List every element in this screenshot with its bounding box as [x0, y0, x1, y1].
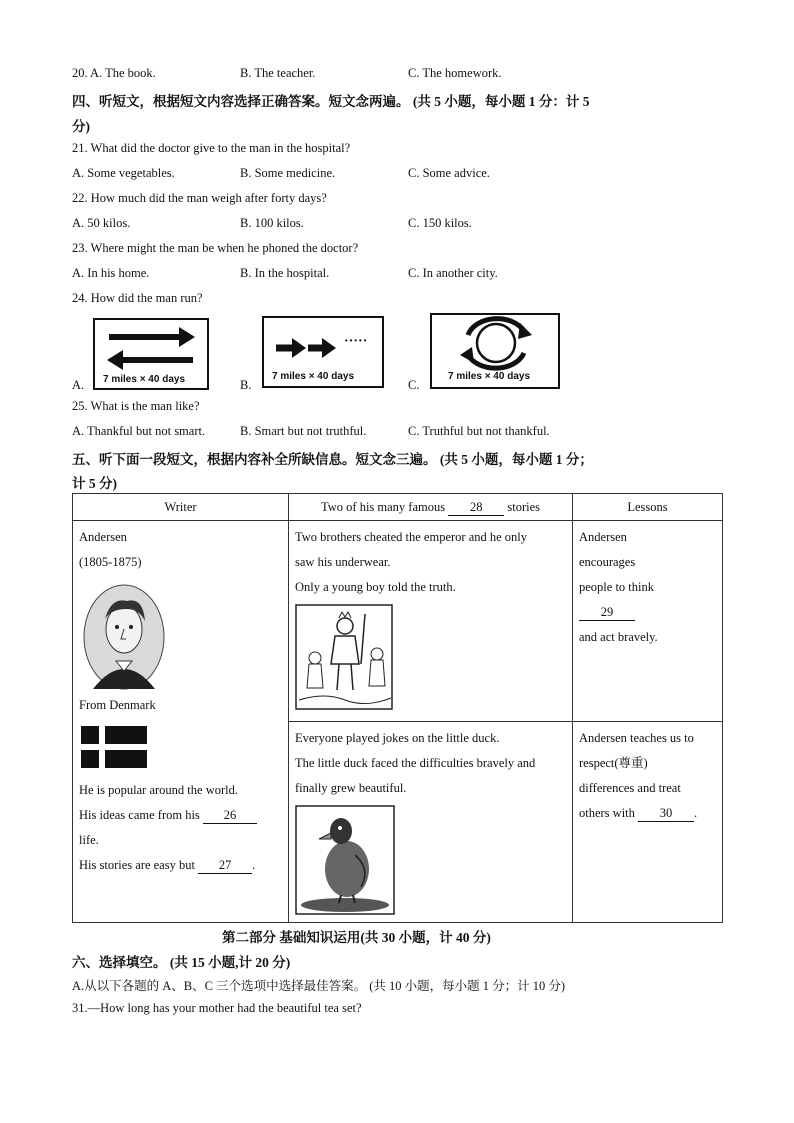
- q22-option-b: B. 100 kilos.: [240, 216, 304, 230]
- writer-easy-text: His stories are easy but: [79, 858, 195, 872]
- two-way-arrows-icon: [95, 322, 207, 372]
- q23-option-a: A. In his home.: [72, 266, 150, 280]
- writer-from: From Denmark: [79, 698, 156, 712]
- writer-cell: [73, 521, 289, 923]
- writer-ideas-cont: life.: [79, 833, 99, 847]
- section4-title: 四、听短文，根据短文内容选择正确答案。短文念两遍。 (共 5 小题，每小题 1 分：计 5: [72, 94, 590, 109]
- lesson2-line1: Andersen teaches us to: [579, 731, 694, 745]
- section5-title: 五、听下面一段短文，根据内容补全所缺信息。短文念三遍。 (共 5 小题，每小题 1 分；: [72, 452, 593, 467]
- blank-29: 29: [579, 604, 635, 621]
- blank-30: 30: [638, 805, 694, 822]
- q24-image-c: [430, 313, 560, 389]
- q21-option-c: C. Some advice.: [408, 166, 490, 180]
- q24-caption-c: 7 miles × 40 days: [448, 371, 531, 382]
- section6-instructions: A.从以下各题的 A、B、C 三个选项中选择最佳答案。 (共 10 小题，每小题 1 分；计 10 分): [72, 979, 566, 993]
- q31-question: 31.—How long has your mother had the beautiful tea set?: [72, 1001, 362, 1015]
- story2-line1: Everyone played jokes on the little duck.: [295, 731, 500, 745]
- q24-image-a: [93, 318, 209, 390]
- section5-title-cont: 计 5 分): [72, 476, 117, 491]
- q21-question: 21. What did the doctor give to the man in the hospital?: [72, 141, 351, 155]
- q24-caption-a: 7 miles × 40 days: [103, 374, 186, 385]
- lesson1-cell: [573, 521, 723, 722]
- lesson2-line4: others with 30 .: [579, 806, 698, 820]
- q22-question: 22. How much did the man weigh after forty days?: [72, 191, 327, 205]
- header-stories-text: Two of his many famous: [321, 500, 446, 514]
- q24-option-c-label: C.: [408, 378, 420, 392]
- q25-option-c: C. Truthful but not thankful.: [408, 424, 550, 438]
- lesson2-line4-text: others with: [579, 806, 635, 820]
- blank-26: 26: [203, 807, 257, 824]
- q22-option-a: A. 50 kilos.: [72, 216, 131, 230]
- duck-picture-icon: [295, 805, 395, 915]
- q20-option-a: 20. A. The book.: [72, 66, 156, 80]
- writer-years: (1805-1875): [79, 555, 142, 569]
- lesson1-line1: Andersen: [579, 530, 627, 544]
- header-stories-suffix: stories: [507, 500, 540, 514]
- q24-caption-b: 7 miles × 40 days: [272, 371, 355, 382]
- lesson2-cell: [573, 722, 723, 923]
- q24-option-b-label: B.: [240, 378, 252, 392]
- writer-popular: He is popular around the world.: [79, 783, 238, 797]
- info-table: [72, 493, 723, 923]
- q21-option-b: B. Some medicine.: [240, 166, 336, 180]
- lesson1-line2: encourages: [579, 555, 636, 569]
- section4-title-cont: 分): [72, 119, 90, 134]
- q23-question: 23. Where might the man be when he phoned the doctor?: [72, 241, 359, 255]
- writer-easy: His stories are easy but 27 .: [79, 858, 256, 872]
- header-writer: Writer: [73, 494, 289, 521]
- writer-ideas-text: His ideas came from his: [79, 808, 200, 822]
- story2-line2: The little duck faced the difficulties bravely and: [295, 756, 536, 770]
- story1-line3: Only a young boy told the truth.: [295, 580, 456, 594]
- writer-ideas: [79, 803, 282, 828]
- blank-28: 28: [448, 499, 504, 516]
- q25-option-a: A. Thankful but not smart.: [72, 424, 206, 438]
- header-lessons: Lessons: [573, 494, 723, 521]
- story1-line1: Two brothers cheated the emperor and he only: [295, 530, 528, 544]
- story2-cell: [289, 722, 573, 923]
- story1-cell: [289, 521, 573, 722]
- portrait-icon: [81, 579, 167, 691]
- q23-option-b: B. In the hospital.: [240, 266, 330, 280]
- duck-illustration: [295, 801, 566, 913]
- header-stories: [289, 494, 573, 521]
- q21-option-a: A. Some vegetables.: [72, 166, 175, 180]
- lesson2-line3: differences and treat: [579, 781, 681, 795]
- emperor-picture-icon: [295, 604, 393, 710]
- lesson1-line5: and act bravely.: [579, 630, 658, 644]
- part2-title: 第二部分 基础知识运用(共 30 小题，计 40 分): [222, 930, 491, 945]
- story2-line3: finally grew beautiful.: [295, 781, 407, 795]
- flag-icon: [81, 726, 147, 768]
- blank-27: 27: [198, 857, 252, 874]
- circular-arrows-icon: [432, 315, 558, 371]
- q24-dots: ·····: [344, 334, 368, 349]
- andersen-portrait: [79, 575, 282, 693]
- story1-line2: saw his underwear.: [295, 555, 391, 569]
- q20-option-b: B. The teacher.: [240, 66, 316, 80]
- emperor-illustration: [295, 600, 566, 712]
- q24-question: 24. How did the man run?: [72, 291, 203, 305]
- lesson2-line2: respect(尊重): [579, 756, 648, 770]
- writer-name: Andersen: [79, 530, 127, 544]
- q23-option-c: C. In another city.: [408, 266, 498, 280]
- q20-option-c: C. The homework.: [408, 66, 502, 80]
- q25-question: 25. What is the man like?: [72, 399, 200, 413]
- section6-title: 六、选择填空。 (共 15 小题,计 20 分): [72, 955, 291, 970]
- q22-option-c: C. 150 kilos.: [408, 216, 472, 230]
- q24-image-b: [262, 316, 384, 388]
- q25-option-b: B. Smart but not truthful.: [240, 424, 367, 438]
- q24-option-a-label: A.: [72, 378, 85, 392]
- lesson1-line3: people to think: [579, 580, 654, 594]
- denmark-flag: [79, 718, 282, 778]
